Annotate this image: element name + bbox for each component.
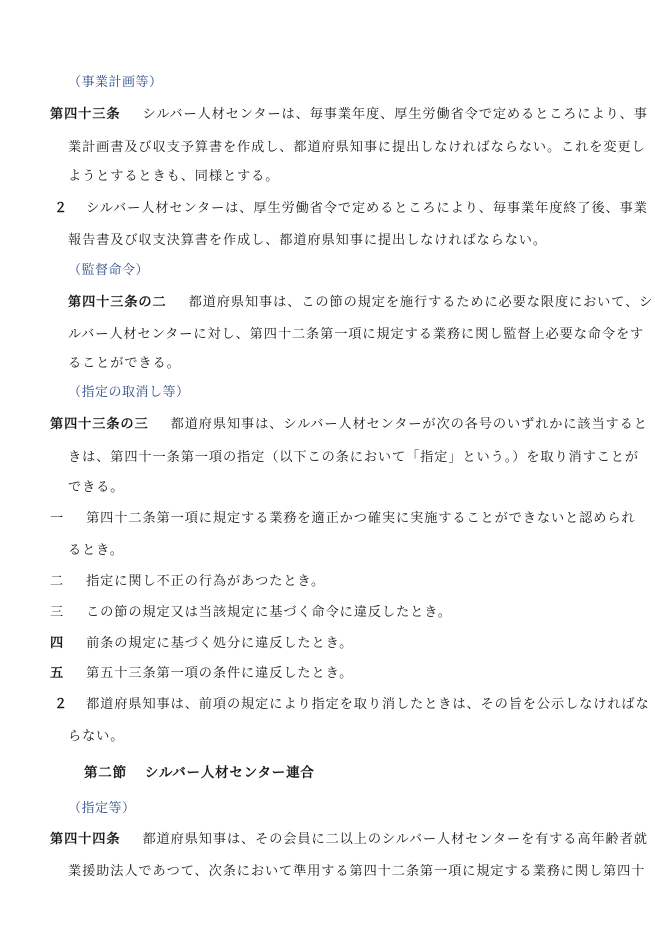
article-43-3-label: 第四十三条の三 [50, 417, 149, 432]
item-4-label: 四 [50, 636, 65, 651]
caption-supervisory-order: （監督命令） [68, 263, 150, 278]
article-43-3-para-2-text-2: らない。 [68, 729, 125, 744]
article-43-3-line-1 [50, 413, 648, 432]
item-1-label: 一 [50, 511, 65, 526]
article-44-text-2: 業援助法人であつて、次条において準用する第四十二条第一項に規定する業務に関し第四十 [68, 864, 646, 879]
article-43-label: 第四十三条 [50, 107, 121, 122]
item-3-text: この節の規定又は当該規定に基づく命令に違反したとき。 [86, 605, 452, 620]
section-label: 第二節 [84, 765, 127, 781]
article-43-3-text-2: きは、第四十一条第一項の指定（以下この条において「指定」という。）を取り消すことが [68, 450, 639, 465]
item-4-text: 前条の規定に基づく処分に違反したとき。 [86, 636, 354, 651]
article-43-3-para-2-label: ２ [54, 697, 69, 712]
article-43-text-3: ようとするときも、同様とする。 [68, 169, 280, 184]
section-title: シルバー人材センター連合 [144, 765, 315, 781]
item-2 [50, 570, 325, 589]
article-44-line-1 [50, 828, 648, 847]
section-heading [84, 761, 315, 781]
article-44-label: 第四十四条 [50, 832, 121, 847]
article-43-2-text-2: ルバー人材センターに対し、第四十二条第一項に規定する業務に関し監督上必要な命令をす [68, 327, 645, 342]
item-3-label: 三 [50, 605, 65, 620]
article-43-line-1 [50, 103, 648, 122]
item-1-text-2: るとき。 [68, 543, 124, 558]
article-43-2-text-3: ることができる。 [68, 356, 181, 371]
article-43-2-label: 第四十三条の二 [68, 295, 167, 310]
caption-business-plan: （事業計画等） [68, 75, 163, 90]
caption-designation: （指定等） [68, 801, 136, 816]
item-2-label: 二 [50, 574, 65, 589]
article-43-para-2-label: ２ [54, 201, 69, 216]
article-44-text-1: 都道府県知事は、その会員に二以上のシルバー人材センターを有する高年齢者就 [142, 832, 648, 847]
article-43-3-text-3: できる。 [68, 480, 125, 495]
article-43-2-text-1: 都道府県知事は、この節の規定を施行するために必要な限度において、シ [188, 295, 654, 310]
article-43-para-2-text-2: 報告書及び収支決算書を作成し、都道府県知事に提出しなければならない。 [68, 233, 547, 248]
article-43-3-para-2-text-1: 都道府県知事は、前項の規定により指定を取り消したときは、その旨を公示しなければな [86, 697, 650, 712]
item-5-text: 第五十三条第一項の条件に違反したとき。 [86, 666, 354, 681]
item-5-label: 五 [50, 666, 65, 681]
article-43-text-2: 業計画書及び収支予算書を作成し、都道府県知事に提出しなければならない。これを変更し [68, 140, 646, 155]
item-4 [50, 632, 353, 651]
article-43-3-para-2 [54, 693, 650, 712]
article-43-2-line-1 [68, 291, 653, 310]
item-1-text-1: 第四十二条第一項に規定する業務を適正かつ確実に実施することができないと認められ [86, 511, 636, 526]
item-5 [50, 662, 353, 681]
article-43-para-2-text-1: シルバー人材センターは、厚生労働省令で定めるところにより、毎事業年度終了後、事業 [86, 201, 648, 216]
article-43-text-1: シルバー人材センターは、毎事業年度、厚生労働省令で定めるところにより、事 [142, 107, 648, 122]
item-3 [50, 601, 452, 620]
item-2-text: 指定に関し不正の行為があつたとき。 [86, 574, 326, 589]
item-1 [50, 507, 636, 526]
article-43-para-2 [54, 197, 648, 216]
caption-revocation: （指定の取消し等） [68, 385, 190, 400]
article-43-3-text-1: 都道府県知事は、シルバー人材センターが次の各号のいずれかに該当すると [170, 417, 648, 432]
